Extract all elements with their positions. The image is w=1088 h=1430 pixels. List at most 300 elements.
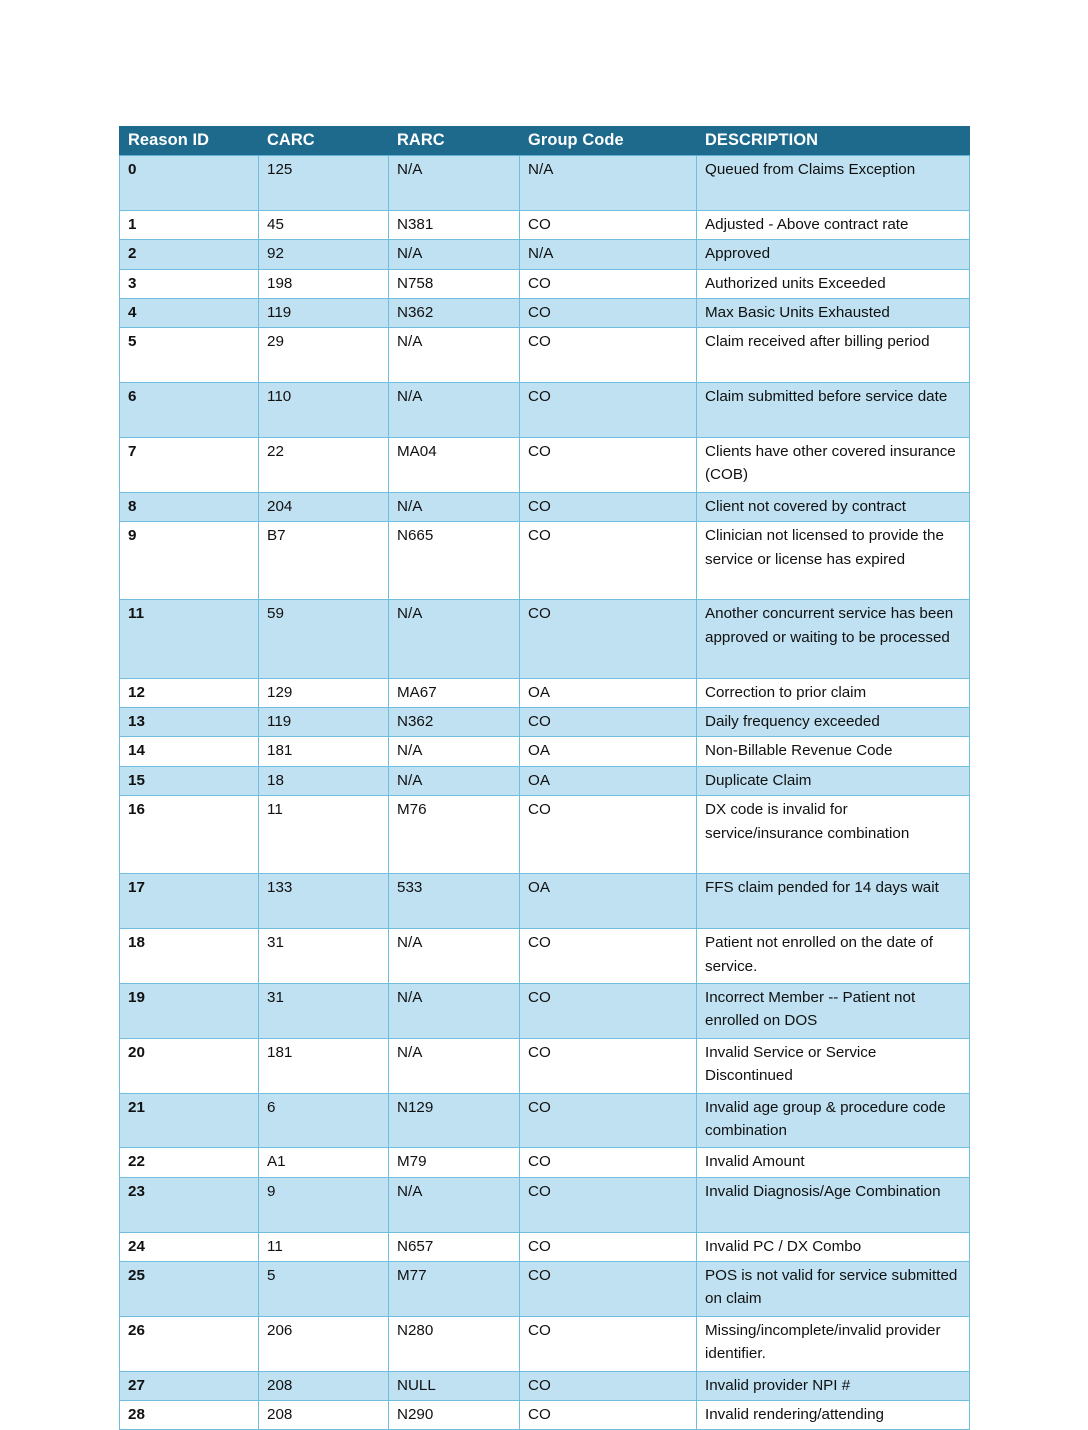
cell-carc [259,929,389,984]
cell-group-code-text: OA [528,742,550,760]
cell-group-code [520,438,697,493]
cell-carc-text: 45 [267,215,284,233]
table-row [120,156,970,211]
cell-reason-id [120,383,259,438]
cell-group-code-text: CO [528,1376,551,1394]
cell-group-code-text: CO [528,388,551,406]
cell-rarc [389,240,520,269]
cell-description-text: Claim received after billing period [705,333,930,351]
cell-description-text: Correction to prior claim [705,683,867,701]
cell-group-code [520,1177,697,1232]
cell-reason-id [120,210,259,239]
cell-carc-text: 204 [267,497,293,515]
cell-rarc [389,269,520,298]
cell-reason-id-text: 13 [128,713,145,730]
cell-group-code-text: CO [528,497,551,515]
cell-carc [259,1148,389,1177]
cell-carc [259,796,389,874]
cell-rarc [389,1038,520,1093]
table-row [120,299,970,328]
cell-group-code-text: CO [528,1321,551,1339]
cell-rarc [389,929,520,984]
cell-reason-id [120,737,259,766]
cell-group-code [520,210,697,239]
cell-description-text: Adjusted - Above contract rate [705,215,909,233]
column-header-group-code: Group Code [520,127,697,156]
cell-description [697,522,970,600]
cell-carc-text: 18 [267,771,284,789]
cell-description [697,299,970,328]
cell-rarc [389,383,520,438]
cell-rarc [389,678,520,707]
cell-rarc-text: N/A [397,771,423,789]
cell-carc [259,240,389,269]
cell-carc [259,522,389,600]
cell-group-code [520,1316,697,1371]
cell-description-text: Patient not enrolled on the date of service. [705,934,933,975]
cell-description [697,796,970,874]
cell-rarc [389,492,520,521]
cell-reason-id-text: 21 [128,1098,145,1116]
cell-carc [259,210,389,239]
cell-carc-text: 11 [267,801,283,819]
cell-group-code [520,1148,697,1177]
cell-carc [259,678,389,707]
cell-group-code [520,522,697,600]
cell-group-code-text: N/A [528,245,554,263]
cell-reason-id-text: 6 [128,388,137,406]
cell-reason-id-text: 7 [128,443,137,461]
claim-reason-code-table [119,126,970,1430]
cell-reason-id-text: 26 [128,1321,145,1339]
cell-reason-id [120,438,259,493]
cell-group-code [520,240,697,269]
cell-description [697,737,970,766]
cell-group-code-text: OA [528,771,550,789]
cell-carc [259,156,389,211]
cell-carc-text: 11 [267,1237,283,1255]
cell-reason-id-text: 24 [128,1237,145,1255]
cell-rarc-text: N/A [397,388,423,406]
cell-description-text: Invalid Service or Service Discontinued [705,1043,877,1085]
cell-reason-id-text: 0 [128,161,137,178]
cell-reason-id-text: 1 [128,215,137,233]
cell-carc-text: 125 [267,161,293,178]
table-row [120,492,970,521]
cell-description [697,1262,970,1317]
cell-rarc [389,1316,520,1371]
cell-group-code-text: CO [528,1406,551,1423]
cell-reason-id-text: 23 [128,1182,145,1200]
cell-group-code [520,929,697,984]
cell-description-text: Daily frequency exceeded [705,713,880,730]
cell-carc-text: 206 [267,1321,293,1339]
cell-rarc-text: N665 [397,527,434,545]
cell-description-text: POS is not valid for service submitted on claim [705,1267,958,1308]
cell-rarc [389,156,520,211]
cell-carc [259,438,389,493]
cell-description [697,1371,970,1400]
cell-group-code [520,269,697,298]
cell-reason-id [120,522,259,600]
table-row [120,1093,970,1148]
table-row [120,1177,970,1232]
cell-group-code [520,708,697,737]
cell-carc-text: 29 [267,333,284,351]
cell-reason-id-text: 15 [128,771,145,789]
cell-group-code-text: CO [528,274,551,292]
table-row [120,766,970,795]
cell-carc-text: B7 [267,527,286,545]
cell-reason-id-text: 9 [128,527,137,545]
cell-group-code-text: CO [528,1043,551,1061]
cell-description [697,240,970,269]
table-row [120,796,970,874]
cell-rarc-text: M79 [397,1153,427,1171]
cell-reason-id [120,156,259,211]
cell-reason-id [120,796,259,874]
cell-rarc-text: N362 [397,713,434,730]
table-row [120,1316,970,1371]
cell-description-text: FFS claim pended for 14 days wait [705,879,939,897]
cell-reason-id [120,240,259,269]
table-row [120,984,970,1039]
cell-description [697,1177,970,1232]
cell-carc-text: 59 [267,605,284,623]
cell-reason-id-text: 5 [128,333,137,351]
cell-reason-id [120,1093,259,1148]
cell-description-text: Approved [705,245,771,263]
table-row [120,210,970,239]
cell-description-text: Invalid rendering/attending [705,1406,885,1423]
cell-carc-text: 181 [267,742,293,760]
cell-group-code [520,874,697,929]
cell-reason-id [120,328,259,383]
cell-carc [259,874,389,929]
cell-rarc-text: N/A [397,1182,423,1200]
cell-description-text: Invalid age group & procedure code combination [705,1098,946,1139]
cell-carc-text: 119 [267,304,292,322]
cell-description [697,269,970,298]
cell-description [697,328,970,383]
cell-rarc-text: N/A [397,605,423,623]
cell-group-code-text: OA [528,683,550,701]
cell-group-code [520,156,697,211]
table-row [120,1371,970,1400]
cell-reason-id-text: 4 [128,304,137,322]
table-row [120,438,970,493]
cell-reason-id-text: 27 [128,1376,145,1394]
cell-reason-id-text: 3 [128,274,137,292]
cell-carc-text: 208 [267,1406,293,1423]
table-row [120,328,970,383]
cell-reason-id-text: 18 [128,934,145,952]
cell-carc-text: 22 [267,443,284,461]
cell-description-text: Duplicate Claim [705,771,812,789]
cell-group-code-text: N/A [528,161,554,178]
cell-reason-id-text: 28 [128,1406,145,1423]
table-row [120,1262,970,1317]
cell-carc-text: 6 [267,1098,276,1116]
cell-group-code [520,984,697,1039]
cell-reason-id-text: 14 [128,742,145,760]
table-row [120,708,970,737]
table-row [120,269,970,298]
cell-carc [259,600,389,678]
cell-rarc-text: MA67 [397,683,437,701]
cell-rarc [389,737,520,766]
cell-carc [259,737,389,766]
cell-group-code [520,383,697,438]
cell-group-code-text: CO [528,605,551,623]
cell-description-text: Clinician not licensed to provide the service or license has expired [705,527,944,568]
table-row [120,240,970,269]
cell-carc [259,383,389,438]
cell-description [697,708,970,737]
cell-carc-text: 129 [267,683,293,701]
cell-rarc [389,766,520,795]
cell-description-text: Queued from Claims Exception [705,161,916,178]
cell-description-text: Invalid provider NPI # [705,1376,851,1394]
cell-rarc [389,600,520,678]
cell-carc [259,1371,389,1400]
cell-rarc-text: MA04 [397,443,437,461]
cell-description [697,984,970,1039]
table-row [120,522,970,600]
cell-reason-id-text: 2 [128,245,137,263]
cell-rarc-text: 533 [397,879,423,897]
table-header-row [120,127,970,156]
cell-description-text: Invalid Amount [705,1153,805,1171]
cell-group-code-text: CO [528,1182,551,1200]
cell-reason-id [120,1401,259,1430]
cell-group-code [520,1093,697,1148]
table-row [120,929,970,984]
table-row [120,1148,970,1177]
cell-group-code-text: CO [528,1098,551,1116]
cell-reason-id-text: 12 [128,683,145,701]
cell-group-code-text: CO [528,443,551,461]
cell-carc-text: 92 [267,245,284,263]
cell-group-code [520,328,697,383]
cell-rarc-text: N129 [397,1098,434,1116]
cell-description-text: Max Basic Units Exhausted [705,304,890,322]
cell-rarc-text: N657 [397,1237,434,1255]
table-row [120,383,970,438]
cell-reason-id-text: 22 [128,1153,145,1171]
cell-rarc [389,328,520,383]
table-body [120,156,970,1430]
cell-carc [259,328,389,383]
cell-rarc-text: N362 [397,304,434,322]
cell-carc-text: 133 [267,879,293,897]
cell-carc-text: 198 [267,274,293,292]
cell-description [697,210,970,239]
cell-group-code [520,1262,697,1317]
column-header-rarc: RARC [389,127,520,156]
cell-carc-text: 31 [267,989,284,1006]
cell-reason-id [120,1232,259,1261]
cell-rarc-text: N290 [397,1406,434,1423]
cell-rarc-text: N/A [397,742,423,760]
cell-description [697,438,970,493]
cell-carc [259,708,389,737]
cell-reason-id [120,1148,259,1177]
cell-group-code [520,1401,697,1430]
cell-group-code [520,1232,697,1261]
cell-description [697,1232,970,1261]
cell-description [697,1148,970,1177]
cell-reason-id [120,708,259,737]
cell-rarc-text: N758 [397,274,434,292]
cell-reason-id [120,492,259,521]
cell-description-text: Client not covered by contract [705,497,906,515]
cell-carc [259,492,389,521]
column-header-reason-id: Reason ID [120,127,259,156]
cell-group-code [520,1371,697,1400]
cell-description [697,1093,970,1148]
cell-group-code [520,1038,697,1093]
cell-description [697,1401,970,1430]
cell-group-code-text: CO [528,934,551,952]
cell-group-code-text: CO [528,333,551,351]
cell-description-text: Non-Billable Revenue Code [705,742,893,760]
cell-rarc [389,708,520,737]
cell-carc [259,1316,389,1371]
cell-carc-text: 31 [267,934,284,952]
cell-carc-text: 5 [267,1267,276,1284]
cell-description-text: Invalid PC / DX Combo [705,1237,862,1255]
cell-description-text: Incorrect Member -- Patient not enrolled on DOS [705,989,916,1030]
cell-reason-id [120,1038,259,1093]
cell-rarc [389,438,520,493]
cell-description [697,492,970,521]
cell-description [697,156,970,211]
cell-group-code-text: CO [528,801,551,819]
cell-rarc [389,299,520,328]
cell-rarc [389,1148,520,1177]
cell-reason-id [120,1371,259,1400]
cell-description-text: Another concurrent service has been approved or waiting to be processed [705,605,954,646]
cell-reason-id [120,1177,259,1232]
cell-carc [259,1093,389,1148]
table-row [120,1038,970,1093]
column-header-carc: CARC [259,127,389,156]
cell-carc [259,766,389,795]
cell-rarc [389,1177,520,1232]
cell-carc [259,299,389,328]
cell-rarc [389,210,520,239]
cell-carc [259,1401,389,1430]
cell-description-text: Claim submitted before service date [705,388,948,406]
cell-carc [259,984,389,1039]
cell-rarc-text: N/A [397,934,423,952]
table-header [120,127,970,156]
cell-group-code-text: CO [528,304,551,322]
cell-rarc-text: N/A [397,1043,423,1061]
cell-rarc-text: N/A [397,161,423,178]
cell-rarc-text: N280 [397,1321,434,1339]
cell-group-code [520,678,697,707]
cell-rarc-text: NULL [397,1376,436,1394]
cell-group-code [520,796,697,874]
cell-description [697,383,970,438]
cell-description-text: Missing/incomplete/invalid provider identifier. [705,1321,941,1363]
cell-reason-id-text: 19 [128,989,145,1006]
cell-rarc-text: N/A [397,245,423,263]
cell-rarc [389,1262,520,1317]
cell-carc-text: 119 [267,713,292,730]
cell-carc [259,269,389,298]
cell-rarc-text: N/A [397,333,423,351]
cell-rarc [389,874,520,929]
cell-group-code [520,492,697,521]
cell-group-code-text: CO [528,1267,551,1284]
cell-rarc-text: N/A [397,989,423,1006]
cell-carc [259,1262,389,1317]
cell-group-code [520,299,697,328]
cell-group-code-text: CO [528,713,551,730]
table-row [120,1232,970,1261]
cell-rarc-text: N/A [397,497,423,515]
cell-reason-id [120,1262,259,1317]
cell-description-text: Invalid Diagnosis/Age Combination [705,1182,941,1200]
cell-rarc-text: M77 [397,1267,427,1284]
cell-rarc [389,1093,520,1148]
cell-reason-id-text: 20 [128,1043,145,1061]
cell-carc-text: 208 [267,1376,293,1394]
cell-carc-text: 110 [267,388,292,406]
cell-reason-id [120,766,259,795]
cell-group-code-text: CO [528,1237,551,1255]
table-row [120,1401,970,1430]
cell-rarc [389,1371,520,1400]
cell-group-code [520,600,697,678]
cell-carc [259,1232,389,1261]
claim-reason-code-table-wrapper [119,126,969,1430]
cell-group-code-text: CO [528,215,551,233]
cell-description [697,929,970,984]
cell-carc-text: 181 [267,1043,293,1061]
table-row [120,600,970,678]
cell-description [697,678,970,707]
cell-rarc [389,522,520,600]
cell-reason-id [120,600,259,678]
cell-description [697,1316,970,1371]
cell-reason-id [120,269,259,298]
column-header-description: DESCRIPTION [697,127,970,156]
cell-description [697,874,970,929]
cell-rarc [389,796,520,874]
cell-reason-id [120,1316,259,1371]
cell-description [697,766,970,795]
cell-description [697,1038,970,1093]
cell-rarc-text: M76 [397,801,427,819]
cell-group-code-text: CO [528,527,551,545]
cell-rarc-text: N381 [397,215,434,233]
cell-group-code-text: CO [528,989,551,1006]
cell-reason-id [120,929,259,984]
cell-reason-id [120,678,259,707]
cell-carc-text: 9 [267,1182,276,1200]
cell-description-text: Authorized units Exceeded [705,274,886,292]
cell-group-code-text: OA [528,879,550,897]
cell-reason-id-text: 11 [128,605,145,623]
table-row [120,678,970,707]
cell-rarc [389,1232,520,1261]
table-row [120,874,970,929]
cell-carc [259,1038,389,1093]
